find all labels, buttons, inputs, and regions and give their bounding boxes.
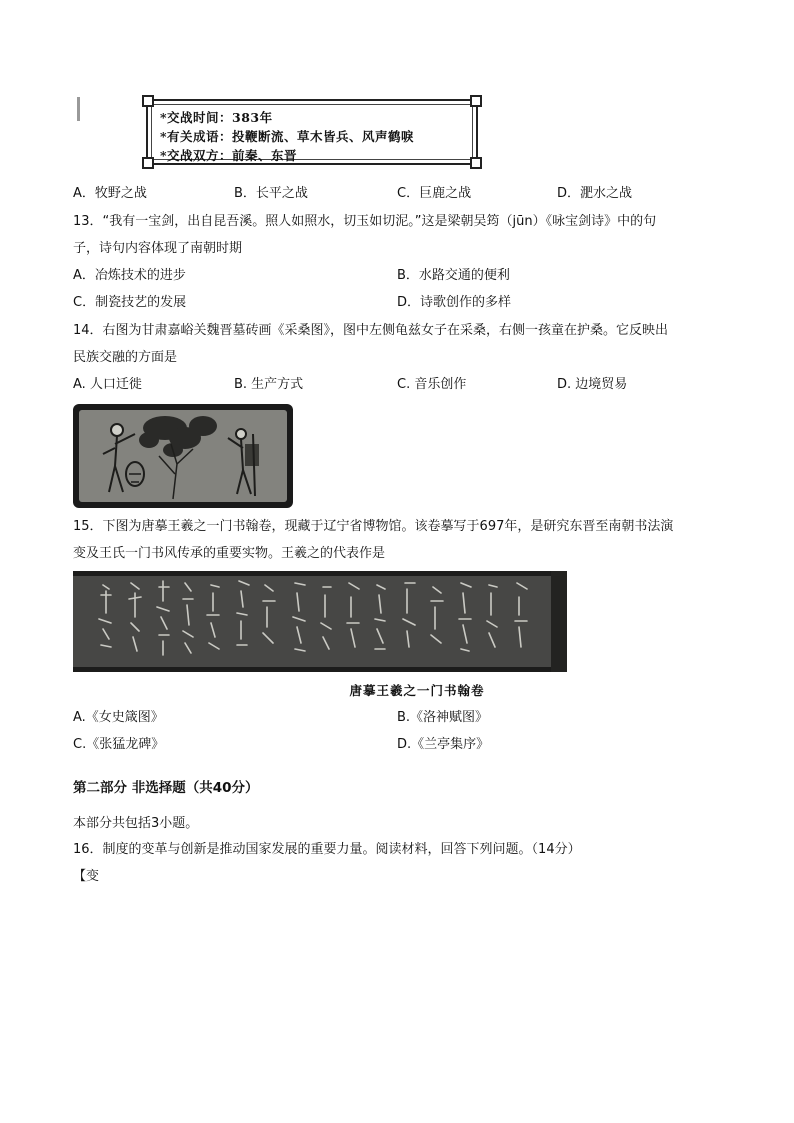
- q13-option-a[interactable]: A．冶炼技术的进步: [73, 268, 186, 283]
- box-corner-bl: [142, 157, 154, 169]
- clue-line-time: *交战时间：383年: [160, 110, 273, 125]
- mulberry-picking-brick-painting: [73, 404, 293, 508]
- q15-stem-line-2: 变及王氏一门书风传承的重要实物。王羲之的代表作是: [73, 546, 386, 561]
- clue-line-sides: *交战双方：前秦、东晋: [160, 148, 298, 163]
- calligraphy-scroll-image: [73, 571, 567, 672]
- q15-stem-line-1: 15．下图为唐摹王羲之一门书翰卷，现藏于辽宁省博物馆。该卷摹写于697年，是研究东晋至南朝书法演: [73, 519, 674, 534]
- scroll-caption: 唐摹王羲之一门书翰卷: [349, 683, 485, 698]
- q13-stem-line-2: 子，诗句内容体现了南朝时期: [73, 241, 243, 256]
- q14-stem-line-2: 民族交融的方面是: [73, 350, 178, 365]
- q13-stem-line-1: 13．“我有一宝剑，出自昆吾溪。照人如照水，切玉如切泥。”这是梁朝吴筠（jūn）《咏宝剑诗》中的句: [73, 214, 657, 229]
- q12-option-d[interactable]: D．淝水之战: [557, 186, 633, 201]
- box-corner-tr: [470, 95, 482, 107]
- box-corner-br: [470, 157, 482, 169]
- q15-option-d[interactable]: D.《兰亭集序》: [397, 737, 490, 752]
- q12-option-a[interactable]: A．牧野之战: [73, 186, 147, 201]
- clue-box: [146, 99, 478, 165]
- q14-stem-line-1: 14．右图为甘肃嘉峪关魏晋墓砖画《采桑图》，图中左侧龟兹女子在采桑，右侧一孩童在护桑。它反映出: [73, 323, 669, 338]
- q13-option-d[interactable]: D．诗歌创作的多样: [397, 295, 512, 310]
- q12-option-c[interactable]: C．巨鹿之战: [397, 186, 472, 201]
- box-corner-tl: [142, 95, 154, 107]
- q13-option-c[interactable]: C．制瓷技艺的发展: [73, 295, 187, 310]
- q14-option-c[interactable]: C. 音乐创作: [397, 377, 467, 392]
- q15-option-c[interactable]: C.《张猛龙碑》: [73, 737, 165, 752]
- part2-heading: 第二部分 非选择题（共40分）: [73, 780, 259, 796]
- q14-option-a[interactable]: A. 人口迁徙: [73, 377, 142, 392]
- q13-option-b[interactable]: B．水路交通的便利: [397, 268, 510, 283]
- q14-option-b[interactable]: B. 生产方式: [234, 377, 304, 392]
- clue-line-idioms: *有关成语：投鞭断流、草木皆兵、风声鹤唳: [160, 129, 415, 144]
- q15-option-b[interactable]: B.《洛神赋图》: [397, 710, 489, 725]
- material-label-fragment: 【变: [73, 869, 100, 884]
- q12-option-b[interactable]: B．长平之战: [234, 186, 308, 201]
- q15-option-a[interactable]: A.《女史箴图》: [73, 710, 164, 725]
- q16-stem: 16．制度的变革与创新是推动国家发展的重要力量。阅读材料，回答下列问题。（14分）: [73, 842, 581, 857]
- scan-mark: [77, 97, 80, 121]
- part2-intro: 本部分共包括3小题。: [73, 816, 199, 831]
- q14-option-d[interactable]: D. 边境贸易: [557, 377, 628, 392]
